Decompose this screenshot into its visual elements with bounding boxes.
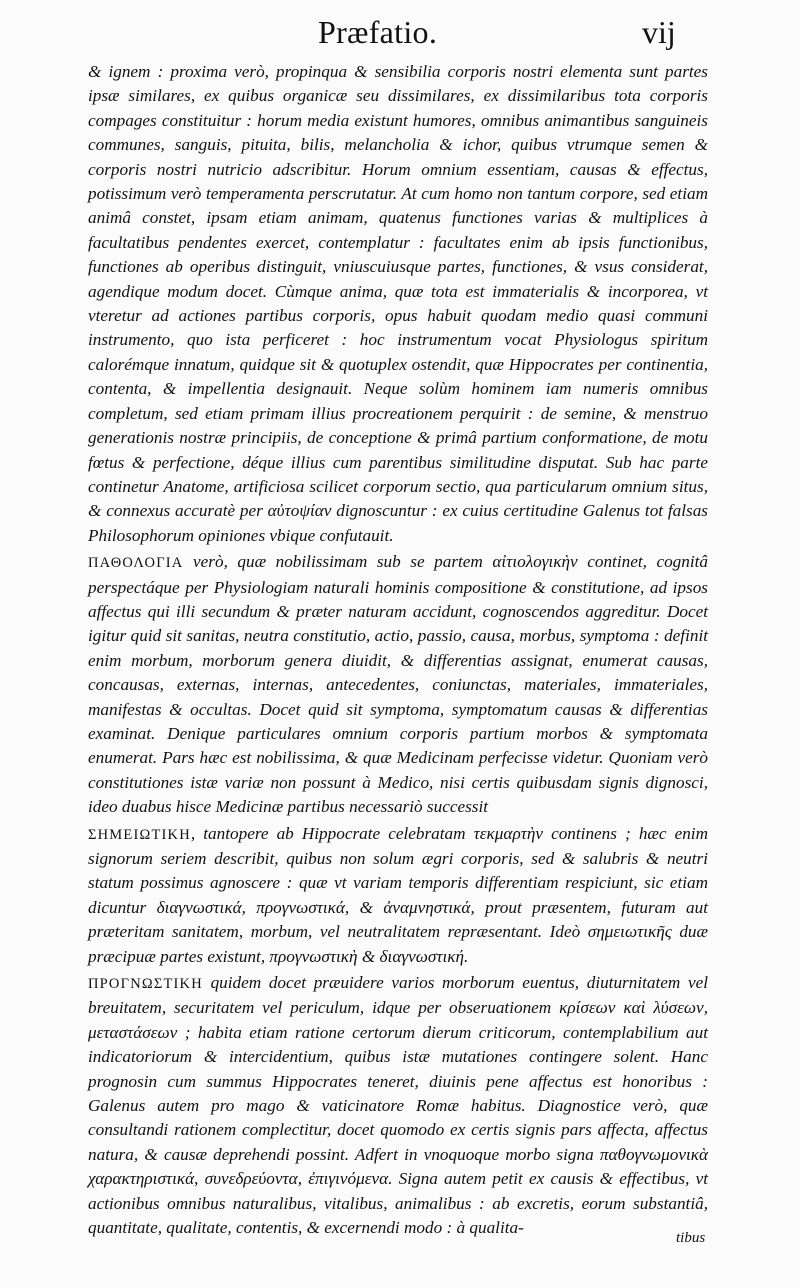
paragraph-text: verò, quæ nobilissimam sub se partem αἰτιολογικὴν continet, cognitâ perspectáque per Physiologiam naturali hominis compositione & constitutione, ad ipsos affectus qui illi secundum & præter naturam accidunt, cognoscendos aggreditur. Docet igitur quid sit sanitas, neutra constitutio, actio, passio, causa, morbus, symptoma : definit enim morbum, morborum genera diuidit, & differentias assignat, enumerat causas, concausas, externas, internas, antecedentes, coniunctas, materiales, immateriales, manifestas & occultas. Docet quid sit symptoma, symptomatum causas & differentias examinat. Denique particulares omnium corporis partium morbos & symptomata enumerat. Pars hæc est nobilissima, & quæ Medicinam perfecisse videtur. Quoniam verò constitutiones istæ variæ non possunt à Medico, nisi certis quibusdam signis dignosci, ideo duabus hisce Medicinæ partibus necessariò successit [88, 552, 708, 817]
catchword: tibus [676, 1230, 706, 1246]
paragraph-semeiotike [88, 822, 708, 969]
page-number: vij [642, 14, 676, 50]
paragraph-prognostike [88, 971, 708, 1240]
paragraph-physiology [88, 60, 708, 548]
paragraph-text: , tantopere ab Hippocrate celebratam τεκμαρτὴν continens ; hæc enim signorum seriem describit, quibus non solum ægri corporis, sed & salubris & neutri statum possimus agnoscere : quæ vt variam temporis differentiam respiciunt, sic etiam dicuntur διαγνωστικά, προγνωστικά, & ἀναμνηστικά, prout præsentem, futuram aut præteritam sanitatem, morbum, vel neutralitatem repræsentant. Ideò σημειωτικῆς duæ præcipuæ partes existunt, προγνωστικὴ & διαγνωστική. [88, 823, 708, 966]
page-header [0, 14, 800, 60]
section-heading-prognostike: ΠΡΟΓΝΩΣΤΙΚΗ [88, 976, 203, 993]
paragraph-text: & ignem : proxima verò, propinqua & sensibilia corporis nostri elementa sunt partes ipsæ similares, ex quibus organicæ seu dissimilares, ex dissimilaribus tota corporis compages constituitur : horum media existunt humores, omnibus animantibus sanguineis communes, sanguis, pituita, bilis, melancholia & ichor, quibus vtrumque semen & corporis nostri nutricio adscribitur. Horum omnium essentiam, causas & effectus, potissimum verò temperamenta perscrutatur. At cum homo non tantum corpore, sed etiam animâ constet, ipsam etiam animam, quatenus functiones varias & multiplices à facultatibus pendentes exercet, contemplatur : facultates enim ab ipsis functionibus, functiones ab operibus distinguit, vniuscuiusque partes, functiones, & vsus considerat, agendique modum docet. Cùmque anima, quæ tota est immaterialis & incorporea, vt vteretur ad actiones partibus corporis, opus habuit quodam medio quasi communi instrumento, quo ista perficeret : hoc instrumentum vocat Physiologus spiritum calorémque innatum, quidque sit & quotuplex ostendit, quæ Hippocrates per continentia, contenta, & impellentia designauit. Neque solùm hominem iam numeris omnibus completum, sed etiam primam illius procreationem perquirit : de semine, & menstruo generationis nostræ principiis, de conceptione & primâ partium conformatione, de motu fœtus & perfectione, déque illius cum parentibus similitudine disputat. Sub hac parte continetur Anatome, artificiosa scilicet corporum sectio, qua particularum omnium situs, & connexus accuratè per αὐτοψίαν dignoscuntur : ex cuius certitudine Galenus tot falsas Philosophorum opiniones vbique confutauit. [88, 62, 708, 545]
paragraph-text: quidem docet præuidere varios morborum euentus, diuturnitatem vel breuitatem, securitatem vel periculum, idque per obseruationem κρίσεων καὶ λύσεων, μεταστάσεων ; habita etiam ratione certorum dierum criticorum, contemplabilium aut indicatoriorum & intercidentium, quibus istæ mutationes contingere solent. Hanc prognosin cum summus Hippocrates teneret, diuinis pene affectus est honoribus : Galenus autem pro mago & vaticinatore Romæ habitus. Diagnostice verò, quæ consultandi rationem complectitur, docet quomodo ex certis signis pars affecta, affectus natura, & causæ deprehendi possint. Adfert in vnoquoque morbo signa παθογνωμονικὰ χαρακτηριστικά, συνεδρεύοντα, ἐπιγινόμενα. Signa autem petit ex causis & effectibus, vt actionibus omnibus naturalibus, vitalibus, animalibus : ab excretis, eorum substantiâ, quantitate, qualitate, contentis, & excernendi modo : à qualita- [88, 973, 708, 1238]
paragraph-pathologia [88, 550, 708, 819]
section-heading-pathologia: ΠΑΘΟΛΟΓΙΑ [88, 555, 184, 572]
running-title: Præfatio. [318, 14, 438, 50]
section-heading-semeiotike: ΣΗΜΕΙΩΤΙΚΗ [88, 826, 191, 843]
text-block [88, 60, 708, 1241]
